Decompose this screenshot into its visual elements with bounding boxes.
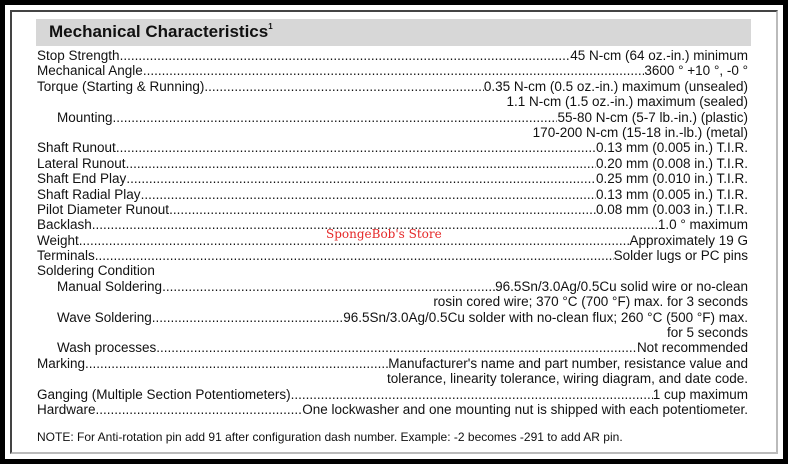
spec-value: 0.08 mm (0.003 in.) T.I.R.: [595, 201, 748, 217]
spec-value: One lockwasher and one mounting nut is shipped with each potentiometer.: [302, 401, 748, 417]
spec-value: 45 N-cm (64 oz.-in.) minimum: [570, 48, 748, 63]
spec-label: Manual Soldering: [57, 278, 163, 294]
spec-value: 55-80 N-cm (5-7 lb.-in.) (plastic): [557, 109, 748, 125]
leader-dots: [291, 387, 653, 402]
spec-label: Wave Soldering: [57, 309, 152, 325]
spec-value: 96.5Sn/3.0Ag/0.5Cu solid wire or no-clean: [495, 278, 748, 294]
footnote-note: NOTE: For Anti-rotation pin add 91 after configuration dash number. Example: -2 becomes -291 to add AR pin.: [37, 430, 623, 444]
spec-value: 1.0 ° maximum: [657, 217, 748, 233]
spec-row-shaft-end-play: [37, 171, 748, 186]
spec-value: Approximately 19 G: [629, 232, 748, 248]
section-title-text: Mechanical Characteristics: [49, 22, 269, 41]
spec-label: Hardware: [37, 401, 96, 417]
spec-row-wash-processes: [37, 340, 748, 355]
spec-value: 0.20 mm (0.008 in.) T.I.R.: [595, 155, 748, 171]
spec-value: Manufacturer's name and part number, resistance value and: [388, 355, 748, 371]
spec-label: Backlash: [37, 217, 92, 233]
spec-label: Ganging (Multiple Section Potentiometers): [37, 386, 291, 402]
leader-dots: [162, 279, 495, 294]
spec-label: Shaft End Play: [37, 171, 127, 187]
spec-value: 1 cup maximum: [652, 386, 748, 402]
spec-row-wave-soldering: [37, 310, 748, 325]
spec-row-pilot-diameter-runout: [37, 202, 748, 217]
leader-dots: [96, 402, 303, 417]
spec-label: Pilot Diameter Runout: [37, 201, 170, 217]
spec-row-lateral-runout: [37, 156, 748, 171]
spec-label: Lateral Runout: [37, 155, 126, 171]
leader-dots: [116, 140, 596, 155]
spec-value: 3600 ° +10 °, -0 °: [644, 63, 748, 79]
spec-continuation: rosin cored wire; 370 °C (700 °F) max. for 3 seconds: [433, 294, 748, 310]
section-title: [49, 22, 273, 42]
leader-dots: [152, 310, 343, 325]
leader-dots: [141, 187, 596, 202]
spec-label: Shaft Radial Play: [37, 186, 141, 202]
leader-dots: [126, 171, 596, 186]
leader-dots: [156, 340, 637, 355]
spec-group-soldering-condition: Soldering Condition: [37, 263, 155, 279]
spec-label: Torque (Starting & Running): [37, 78, 205, 94]
leader-dots: [126, 156, 596, 171]
leader-dots: [85, 356, 388, 371]
spec-row-stop-strength: [37, 48, 748, 63]
spec-row-hardware: [37, 402, 748, 417]
spec-value: 0.35 N-cm (0.5 oz.-in.) maximum (unsealed): [483, 78, 748, 94]
leader-dots: [204, 79, 484, 94]
section-header: [36, 19, 751, 46]
spec-value: 0.25 mm (0.010 in.) T.I.R.: [595, 171, 748, 187]
store-watermark: SpongeBob's Store: [326, 227, 442, 241]
spec-row-torque: [37, 79, 748, 94]
spec-row-mechanical-angle: [37, 63, 748, 78]
spec-row-manual-soldering: [37, 279, 748, 294]
spec-continuation: 1.1 N-cm (1.5 oz.-in.) maximum (sealed): [506, 94, 748, 110]
spec-row-marking: [37, 356, 748, 371]
spec-label: Terminals: [37, 248, 95, 264]
spec-row-mounting: [37, 110, 748, 125]
spec-label: Stop Strength: [37, 48, 120, 63]
leader-dots: [120, 48, 571, 63]
spec-value: 96.5Sn/3.0Ag/0.5Cu solder with no-clean flux; 260 °C (500 °F) max.: [343, 309, 748, 325]
spec-continuation: 170-200 N-cm (15-18 in.-lb.) (metal): [532, 124, 748, 140]
footnote-marker: 1: [268, 22, 273, 32]
leader-dots: [169, 202, 596, 217]
spec-row-shaft-radial-play: [37, 187, 748, 202]
spec-continuation: tolerance, linearity tolerance, wiring diagram, and date code.: [387, 371, 748, 387]
leader-dots: [95, 248, 614, 263]
spec-label: Marking: [37, 355, 86, 371]
spec-label: Wash processes: [57, 340, 157, 356]
spec-value: 0.13 mm (0.005 in.) T.I.R.: [595, 140, 748, 156]
spec-label: Weight: [37, 232, 79, 248]
spec-label: Mounting: [57, 109, 113, 125]
spec-value: Not recommended: [636, 340, 748, 356]
spec-label: Mechanical Angle: [37, 63, 143, 79]
leader-dots: [143, 63, 645, 78]
leader-dots: [113, 110, 558, 125]
spec-value: 0.13 mm (0.005 in.) T.I.R.: [595, 186, 748, 202]
spec-row-terminals: [37, 248, 748, 263]
spec-continuation: for 5 seconds: [666, 325, 748, 341]
spec-row-shaft-runout: [37, 140, 748, 155]
spec-value: Solder lugs or PC pins: [613, 248, 748, 264]
spec-label: Shaft Runout: [37, 140, 116, 156]
spec-row-ganging: [37, 387, 748, 402]
